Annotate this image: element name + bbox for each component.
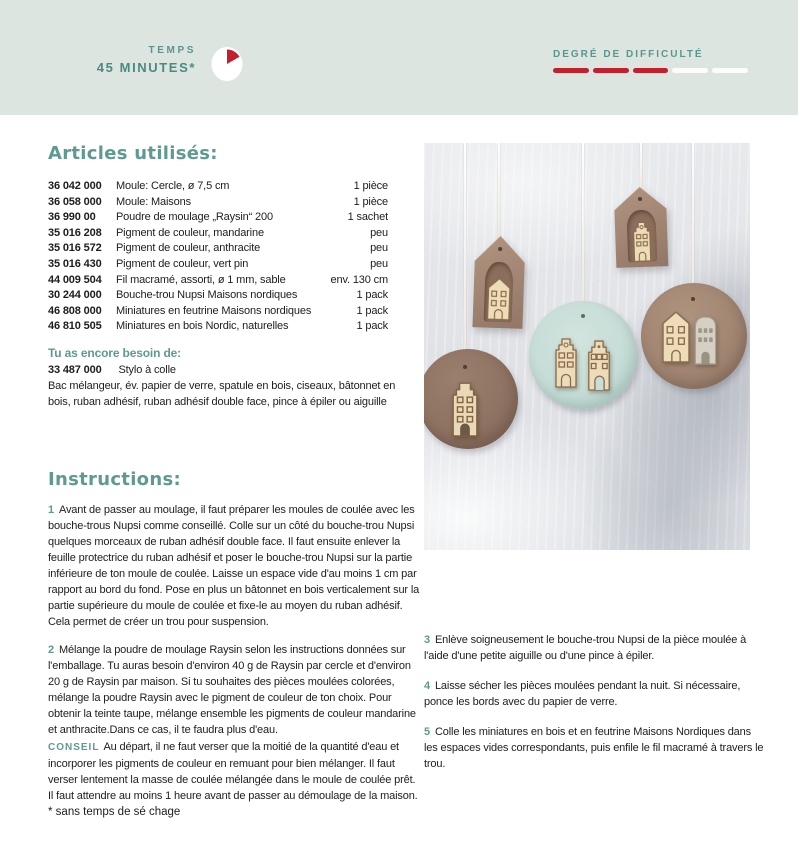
article-code: 46 808 000 — [48, 304, 102, 317]
step-number: 1 — [48, 503, 54, 516]
article-row — [48, 210, 388, 226]
article-desc: Poudre de moulage „Raysin“ 200 — [116, 211, 273, 224]
difficulty-meter — [553, 68, 748, 73]
step-text: Avant de passer au moulage, il faut préparer les moules de coulée avec les bouche-trous Nupsi comme conseillé. Colle sur un côté du bouche-trou Nupsi quelques morceaux de ruban adhésif double face. Il faut ensuite enlever la feuille protectrice du ruban adhésif et poser le bouche-trou Nupsi sur la partie inférieure de ton moule de coulée. Laisse un espace vide d'au moins 1 cm par rapport au bord du fond. Pose en plus un bâtonnet en bois verticalement sur la partie supérieure du moule de coulée et fixe-le au moyen du ruban adhésif. Cela permet de créer un trou pour suspension. — [48, 503, 420, 628]
ornament-circle-mint — [529, 301, 637, 409]
article-qty: 1 pack — [356, 320, 388, 333]
recessed-opening — [626, 209, 657, 262]
article-code: 35 016 208 — [48, 226, 102, 239]
step-text: Enlève soigneusement le bouche-trou Nupsi de la pièce moulée à l'aide d'une petite aiguille ou d'une pince à épiler. — [424, 634, 747, 662]
hanging-string — [464, 143, 466, 367]
articles-title: Articles utilisés: — [48, 143, 218, 164]
recessed-opening — [484, 262, 514, 323]
article-row — [48, 179, 388, 195]
ornament-house-taupe-left — [472, 235, 525, 329]
article-desc: Pigment de couleur, vert pin — [116, 257, 249, 270]
article-row — [48, 273, 388, 289]
house-pendant-body — [614, 186, 669, 268]
instruction-step — [48, 642, 420, 738]
left-column — [48, 143, 420, 804]
house-pendant-body — [472, 235, 525, 329]
footnote: * sans temps de sé chage — [48, 806, 181, 818]
wooden-house-miniature — [630, 220, 654, 263]
articles-table — [48, 179, 388, 335]
time-label: TEMPS — [148, 45, 196, 56]
article-code: 36 990 00 — [48, 211, 96, 224]
difficulty-label: DEGRÉ DE DIFFICULTÉ — [553, 49, 704, 60]
article-qty: 1 pack — [356, 304, 388, 317]
article-code: 35 016 572 — [48, 242, 102, 255]
instruction-step — [424, 724, 764, 772]
also-needed-title: Tu as encore besoin de: — [48, 345, 182, 360]
ornaments-photo — [424, 143, 750, 550]
ornament-circle-taupe-right — [641, 283, 747, 389]
article-row — [48, 226, 388, 242]
article-code: 35 016 430 — [48, 257, 102, 270]
tip-paragraph — [48, 739, 420, 804]
article-code: 44 009 504 — [48, 273, 102, 286]
clock-pie-icon — [210, 46, 244, 82]
tip-text: Au départ, il ne faut verser que la moitié de la quantité d'eau et incorporer les pigments de couleur en remuant pour bien mélanger. Il faut verser lentement la masse de coulée mélangée dans le moule de coulée prêt. Il faut attendre au moins 1 heure avant de passer au démoulage de la maison. — [48, 740, 418, 802]
hanging-hole — [463, 365, 467, 369]
article-code: 33 487 000 — [48, 363, 102, 376]
instruction-step — [424, 632, 764, 664]
ornament-circle-taupe-left — [424, 349, 518, 449]
article-qty: peu — [370, 257, 388, 270]
right-column — [424, 618, 764, 772]
instructions-title: Instructions: — [48, 468, 181, 490]
hanging-string — [582, 143, 584, 317]
instruction-step — [48, 502, 420, 630]
hanging-string — [692, 143, 694, 301]
instruction-step — [424, 678, 764, 710]
step-number: 4 — [424, 680, 430, 692]
time-block — [97, 45, 196, 75]
difficulty-bar-filled — [553, 68, 589, 73]
felt-house-miniature — [693, 314, 718, 365]
header-band — [0, 0, 798, 115]
hanging-hole — [638, 197, 642, 201]
article-code: 46 810 505 — [48, 320, 102, 333]
step-text: Laisse sécher les pièces moulées pendant la nuit. Si nécessaire, ponce les bords avec du papier de verre. — [424, 680, 741, 708]
article-desc: Pigment de couleur, mandarine — [116, 226, 264, 239]
article-desc: Moule: Maisons — [116, 195, 191, 208]
article-desc: Bouche-trou Nupsi Maisons nordiques — [116, 289, 298, 302]
article-row — [48, 241, 388, 257]
article-desc: Moule: Cercle, ø 7,5 cm — [116, 180, 230, 192]
article-row — [48, 304, 388, 320]
hanging-hole — [498, 247, 502, 251]
article-code: 36 058 000 — [48, 195, 102, 208]
article-row — [48, 257, 388, 273]
step-text: Mélange la poudre de moulage Raysin selon les instructions données sur l'emballage. Tu auras besoin d'environ 40 g de Raysin par cercle et d'environ 20 g de Raysin par maison. Si tu souhaites des pièces moulées colorées, mélange la poudre Raysin avec le pigment de couleur de ton choix. Pour obtenir la teinte taupe, mélange ensemble les pigments de couleur mandarine et anthracite.Dans ce cas, il te faudra plus d'eau. — [48, 643, 416, 736]
difficulty-block — [553, 49, 748, 73]
article-desc: Miniatures en feutrine Maisons nordiques — [116, 304, 312, 317]
article-qty: 1 sachet — [347, 211, 388, 224]
step-number: 2 — [48, 643, 54, 656]
article-code: 36 042 000 — [48, 180, 102, 192]
article-qty: 1 pièce — [353, 180, 388, 192]
article-row — [48, 319, 388, 335]
article-qty: peu — [370, 226, 388, 239]
wooden-house-miniature — [553, 335, 579, 389]
wooden-house-miniature — [585, 338, 613, 391]
difficulty-bar-filled — [593, 68, 629, 73]
difficulty-bar-empty — [712, 68, 748, 73]
article-desc: Fil macramé, assorti, ø 1 mm, sable — [116, 273, 286, 286]
tip-label: CONSEIL — [48, 741, 100, 753]
difficulty-bar-empty — [672, 68, 708, 73]
wooden-house-miniature — [486, 276, 511, 323]
article-qty: 1 pièce — [353, 195, 388, 208]
article-desc: Miniatures en bois Nordic, naturelles — [116, 320, 289, 333]
difficulty-bar-filled — [633, 68, 669, 73]
article-row — [48, 195, 388, 211]
hanging-string — [498, 143, 500, 243]
step-text: Colle les miniatures en bois et en feutrine Maisons Nordiques dans les espaces vides correspondants, puis enfile le fil macramé à travers le trou. — [424, 726, 764, 770]
time-value: 45 MINUTES* — [96, 60, 196, 75]
hanging-hole — [581, 314, 585, 318]
also-needed-text: Bac mélangeur, év. papier de verre, spatule en bois, ciseaux, bâtonnet en bois, ruban adhésif, ruban adhésif double face, pince à épiler ou aiguille — [48, 379, 396, 408]
wooden-house-miniature — [447, 381, 483, 437]
ornament-house-taupe-right — [614, 186, 669, 268]
also-needed-item — [48, 362, 420, 378]
article-qty: 1 pack — [356, 289, 388, 302]
article-desc: Stylo à colle — [118, 363, 176, 376]
wooden-house-miniature — [662, 311, 690, 363]
article-code: 30 244 000 — [48, 289, 102, 302]
article-qty: peu — [370, 242, 388, 255]
hanging-hole — [691, 297, 695, 301]
article-qty: env. 130 cm — [330, 273, 388, 286]
article-row — [48, 288, 388, 304]
step-number: 5 — [424, 726, 430, 738]
article-desc: Pigment de couleur, anthracite — [116, 242, 261, 255]
step-number: 3 — [424, 634, 430, 646]
